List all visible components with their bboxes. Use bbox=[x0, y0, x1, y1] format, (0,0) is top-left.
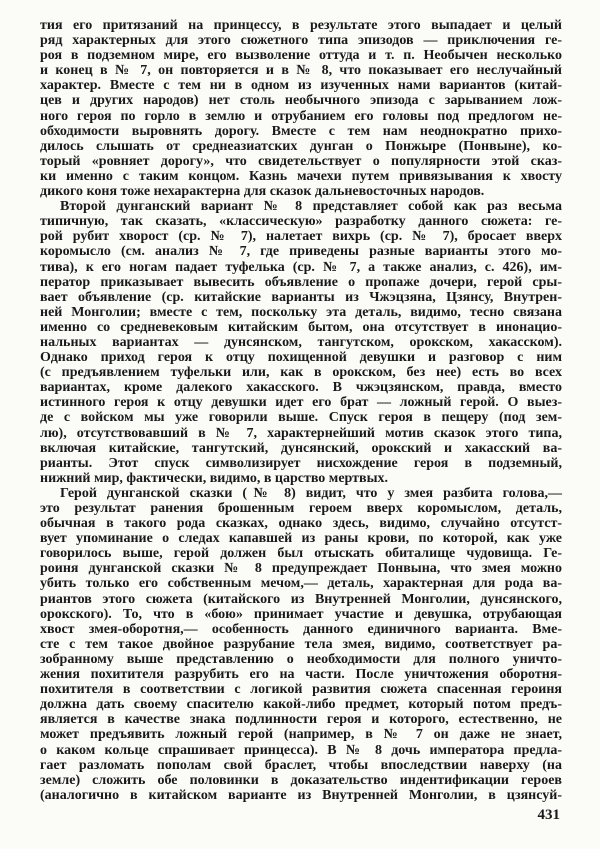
text-line: роиня дунганской сказки № 8 предупреждает Понвына, что змея можно bbox=[40, 561, 562, 577]
text-line: нижний мир, фактически, видимо, в царство мертвых. bbox=[40, 470, 389, 486]
text-line: ряд характерных для этого сюжетного типа эпизодов — приключения ге- bbox=[40, 33, 562, 49]
text-line: (с предъявлением туфельки или, как в орокском, без нее) есть во всех bbox=[40, 365, 562, 381]
text-line: является в качестве знака подлинности героя и которого, естественно, не bbox=[40, 712, 562, 728]
text-line: жения похитителя разрубить его на части. После уничтожения оборотня- bbox=[40, 667, 562, 683]
text-line: это результат ранения брошенным героем вверх коромыслом, деталь, bbox=[40, 501, 562, 516]
text-line: Второй дунганский вариант № 8 представляет собой как раз весьма bbox=[60, 199, 562, 215]
text-line: де с войском мы уже говорили выше. Спуск героя в пещеру (под зем- bbox=[40, 410, 562, 426]
text-line: нальных вариантах — дунсянском, тангутском, орокском, хакасском). bbox=[40, 334, 562, 350]
text-line: включая китайские, тангутский, дунсянский, орокский и хакасский ва- bbox=[40, 440, 562, 456]
text-line: типичную, так сказать, «классическую» разработку данного сюжета: ге- bbox=[40, 214, 562, 230]
text-line: тива), к его ногам падает туфелька (ср. № 7, а также анализ, с. 426), им- bbox=[40, 259, 562, 275]
text-line: должна дать своему спасителю какой-либо предмет, который потом предъ- bbox=[40, 697, 562, 713]
page-number: 431 bbox=[537, 807, 560, 823]
paragraph bbox=[40, 18, 562, 199]
text-line: дилось слышать от среднеазиатских дунган о Понжыре (Понвыне), ко- bbox=[40, 138, 562, 154]
text-line: именно со средневековым китайским бытом, она отсутствует в инонацио- bbox=[40, 319, 562, 335]
text-line: говорилось выше, герой должен был отыскать обиталище чудовища. Ге- bbox=[40, 546, 562, 562]
text-line: тия его притязаний на принцессу, в результате этого выпадает и целый bbox=[40, 18, 562, 33]
text-line: зобранному выше представлению о необходимости для полного уничто- bbox=[40, 651, 562, 667]
paragraph bbox=[40, 486, 562, 803]
text-line: риантов этого сюжета (китайского из Внутренней Монголии, дунсянского, bbox=[40, 591, 562, 607]
text-line: обычная в такого рода сказках, однако здесь, видимо, случайно отсутст- bbox=[40, 516, 562, 532]
text-line: вует упоминание о следах капавшей из раны крови, по которой, как уже bbox=[40, 531, 562, 547]
text-line: гает разломать пополам свой браслет, чтобы впоследствии наверху (на bbox=[40, 757, 562, 773]
text-line: ней Монголии; вместе с тем, поскольку эта деталь, видимо, тесно связана bbox=[40, 304, 562, 320]
text-line: похитителя в соответствии с логикой развития сюжета спасенная героиня bbox=[40, 682, 562, 698]
text-line: лю), отсутствовавший в № 7, характернейший мотив сказок этого типа, bbox=[40, 425, 562, 441]
text-line: торый «ровняет дорогу», что свидетельствует о популярности этой сказ- bbox=[40, 153, 562, 169]
text-line: вает объявление (ср. китайские варианты из Чжэцзяна, Цзянсу, Внутрен- bbox=[40, 289, 562, 305]
text-line: убить только его собственным мечом,— деталь, характерная для рода ва- bbox=[40, 576, 562, 592]
text-line: роя в подземном мире, его вызволение оттуда и т. п. Необычен несколько bbox=[40, 48, 562, 64]
text-line: орокского). То, что в «бою» принимает участие и девушка, отрубающая bbox=[40, 606, 562, 622]
text-line: ного героя по горло в землю и отрубанием его головы под предлогом не- bbox=[40, 108, 562, 124]
text-line: вариантах, кроме далекого хакасского. В чжэцзянском, правда, вместо bbox=[40, 380, 562, 396]
text-line: Однако приход героя к отцу похищенной девушки и разговор с ним bbox=[40, 350, 562, 366]
text-line: рой рубит хворост (ср. № 7), налетает вихрь (ср. № 7), бросает вверх bbox=[40, 229, 562, 245]
text-line: цев и других народов) нет столь необычного эпизода с зарыванием лож- bbox=[40, 93, 562, 109]
text-line: рианты. Этот спуск символизирует нисхождение героя в подземный, bbox=[40, 455, 562, 471]
text-line: земле) сложить обе половинки в доказательство индентификации героев bbox=[40, 772, 562, 788]
text-line: ки именно с таким концом. Казнь мачехи путем привязывания к хвосту bbox=[40, 168, 562, 184]
text-line: сте с тем такое двойное разрубание тела змея, видимо, соответствует ра- bbox=[40, 636, 562, 652]
text-line: хвост змея-оборотня,— особенность данного единичного варианта. Вме- bbox=[40, 621, 562, 637]
text-line: обходимости выровнять дорогу. Вместе с тем нам неоднократно прихо- bbox=[40, 123, 562, 139]
text-line: дикого коня тоже нехарактерна для сказок дальневосточных народов. bbox=[40, 184, 485, 200]
text-line: (аналогично в китайском варианте из Внутренней Монголии, в цзянсуй- bbox=[40, 787, 562, 803]
text-line: о каком кольце спрашивает принцесса). В № 8 дочь императора предла- bbox=[40, 742, 562, 758]
paragraph bbox=[40, 199, 562, 486]
text-line: ператор приказывает вывесить объявление о пропаже дочери, герой сры- bbox=[40, 274, 562, 290]
text-line: Герой дунганской сказки (№ 8) видит, что у змея разбита голова,— bbox=[60, 485, 562, 501]
page-body-text bbox=[40, 18, 562, 803]
text-line: характер. Вместе с тем ни в одном из изученных нами вариантов (китай- bbox=[40, 78, 562, 94]
text-line: может предъявить ложный герой (например, в № 7 он даже не знает, bbox=[40, 727, 562, 743]
text-line: и конец в № 7, он повторяется и в № 8, что показывает его неслучайный bbox=[40, 63, 562, 79]
text-line: истинного героя к отцу девушки идет его брат — ложный герой. О выез- bbox=[40, 395, 562, 411]
text-line: коромысло (см. анализ № 7, где приведены разные варианты этого мо- bbox=[40, 244, 562, 260]
